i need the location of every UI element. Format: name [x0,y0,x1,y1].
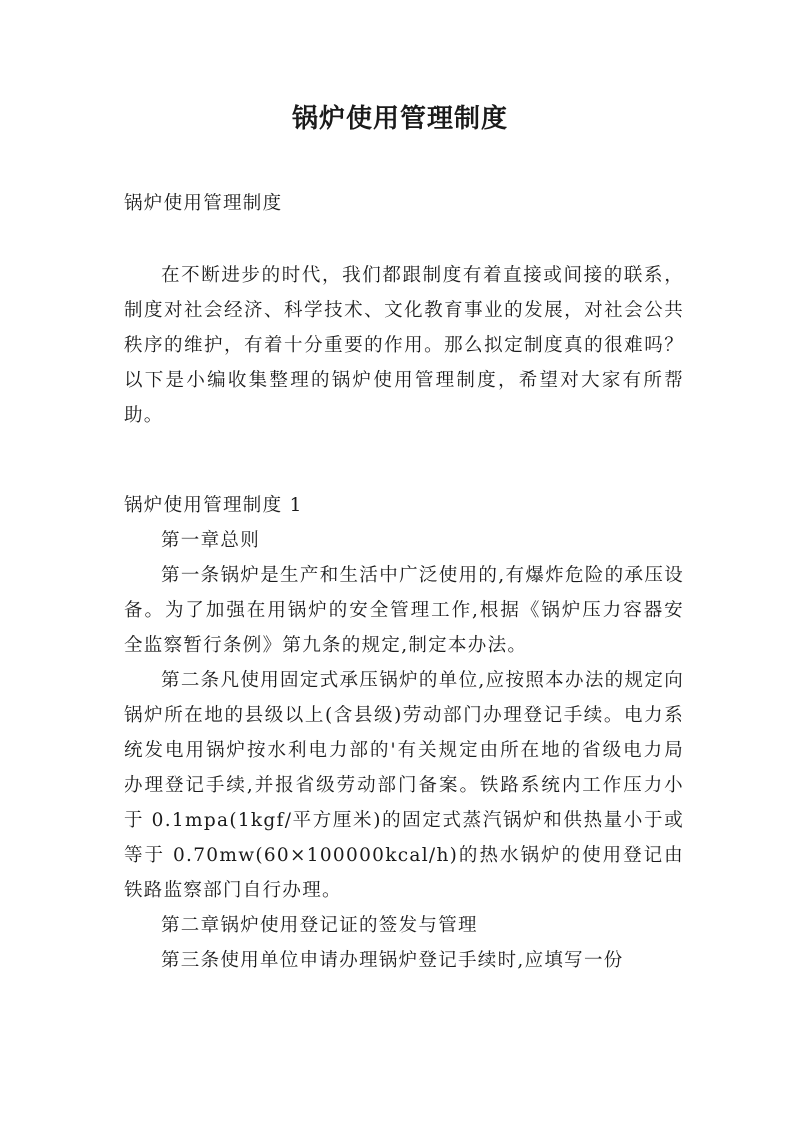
document-title: 锅炉使用管理制度 [291,104,508,134]
article-2-paragraph: 第二条凡使用固定式承压锅炉的单位,应按照本办法的规定向锅炉所在地的县级以上(含县级)劳动部门办理登记手续。电力系统发电用锅炉按水利电力部的'有关规定由所在地的省级电力局办理登记手续,并报省级劳动部门备案。铁路系统内工作压力小于 0.1mpa(1kgf/平方厘米)的固定式蒸汽锅炉和供热量小于或等于 0.70mw(60×100000kcal/h)的热水锅炉的使用登记由铁路监察部门自行办理。 [124,670,684,901]
intro-paragraph: 在不断进步的时代，我们都跟制度有着直接或间接的联系，制度对社会经济、科学技术、文化教育事业的发展，对社会公共秩序的维护，有着十分重要的作用。那么拟定制度真的很难吗？以下是小编收集整理的锅炉使用管理制度，希望对大家有所帮助。 [124,265,684,426]
document-subtitle: 锅炉使用管理制度 [124,193,283,214]
section-heading: 锅炉使用管理制度 1 [124,495,303,516]
chapter-1-heading: 第一章总则 [161,530,261,551]
article-3-paragraph: 第三条使用单位申请办理锅炉登记手续时,应填写一份 [161,950,624,971]
chapter-2-heading: 第二章锅炉使用登记证的签发与管理 [161,915,478,936]
article-1-paragraph: 第一条锅炉是生产和生活中广泛使用的,有爆炸危险的承压设备。为了加强在用锅炉的安全管理工作,根据《锅炉压力容器安全监察暂行条例》第九条的规定,制定本办法。 [124,565,684,656]
section-1 [124,488,684,978]
